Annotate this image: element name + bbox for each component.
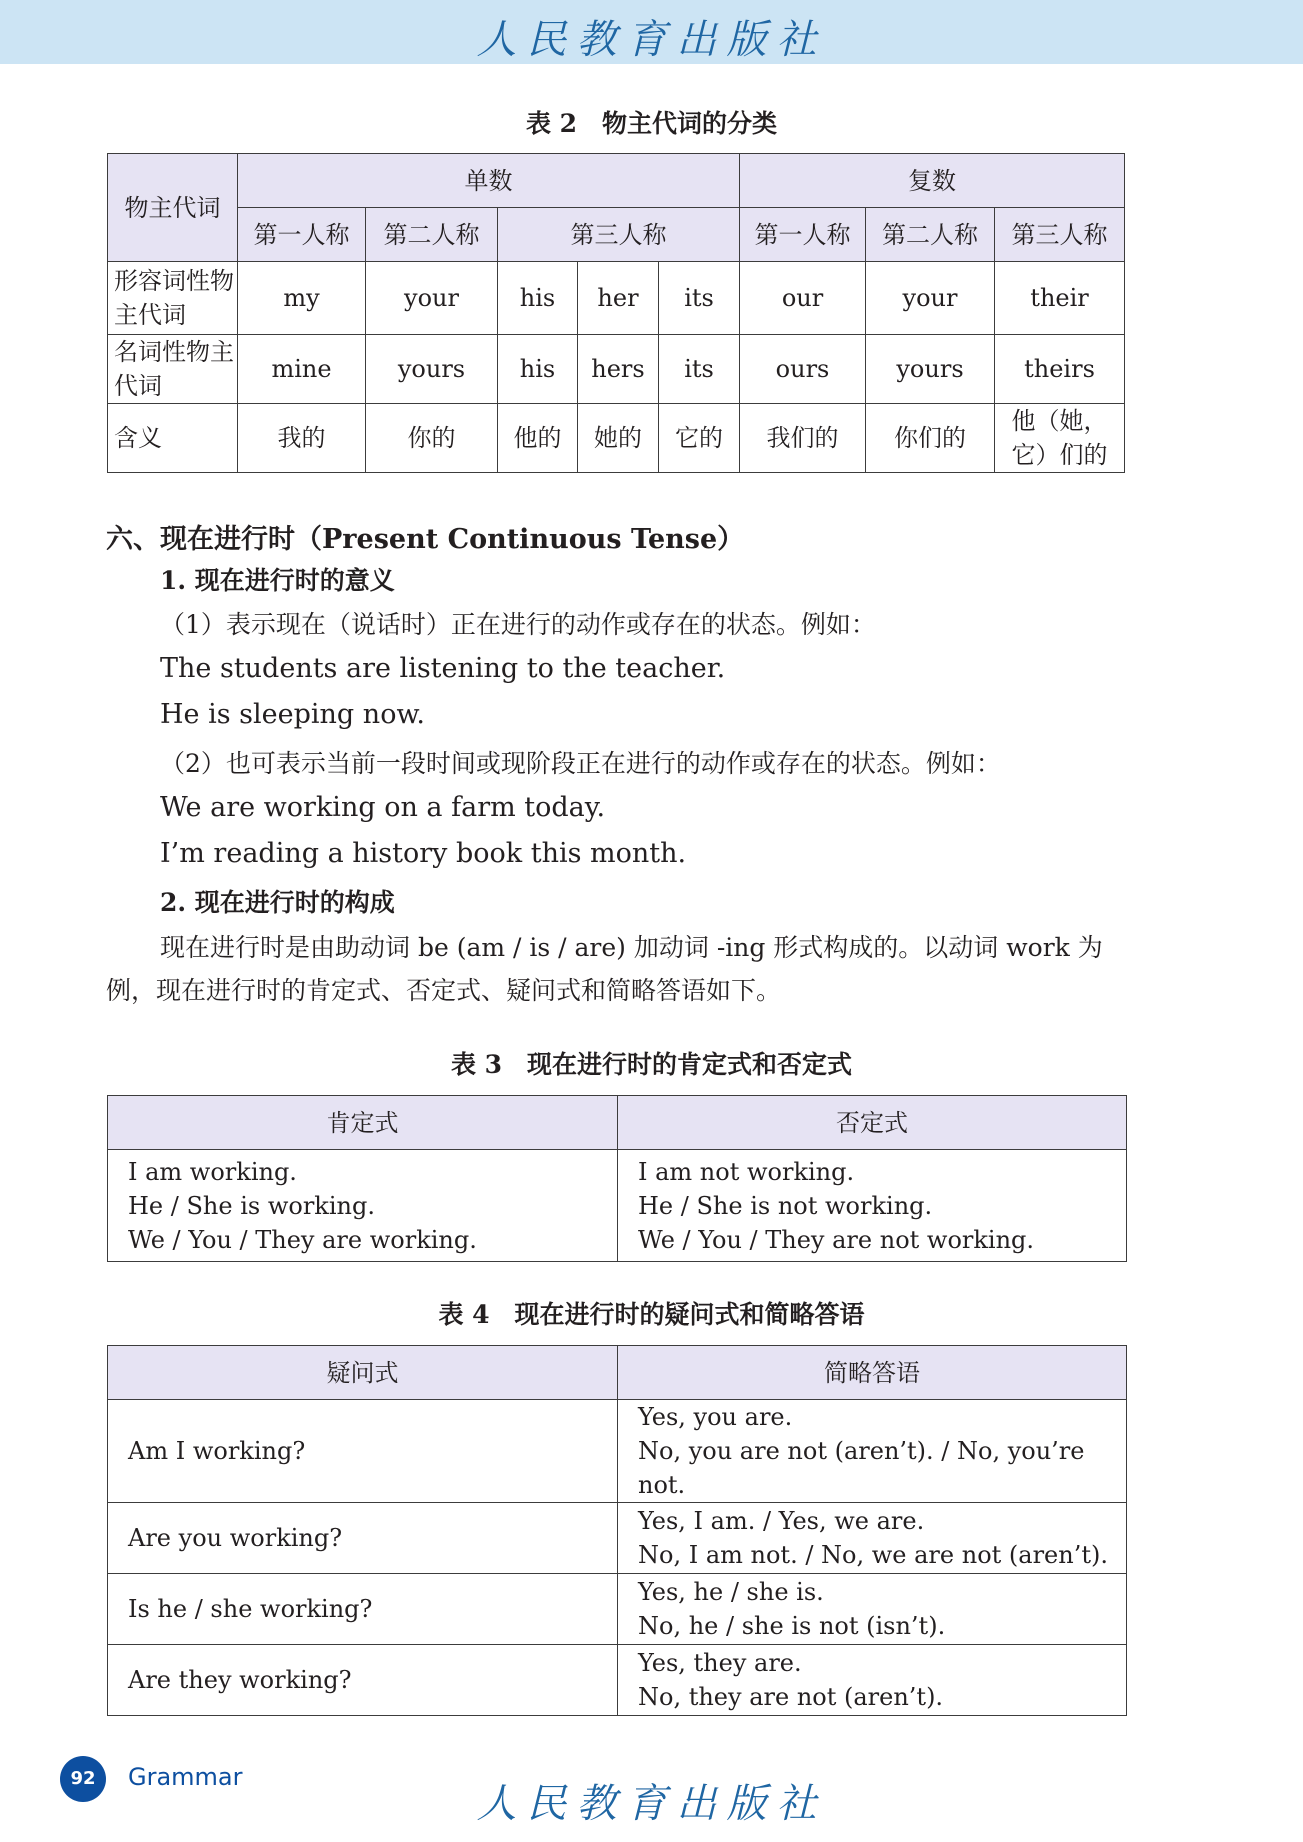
answer-line: Yes, you are.: [638, 1403, 793, 1431]
table-cell: 我们的: [740, 404, 866, 473]
table-cell: her: [578, 262, 659, 335]
section-heading: 六、现在进行时（Present Continuous Tense）: [106, 524, 745, 555]
table-row: [108, 1645, 1127, 1716]
example-sentence: We are working on a farm today.: [160, 792, 606, 823]
table4-caption: 表 4 现在进行时的疑问式和简略答语: [438, 1300, 865, 1329]
table-cell: my: [238, 262, 366, 335]
table2-row-label: 形容词性物主代词: [108, 262, 238, 335]
page-number: 92: [60, 1756, 106, 1802]
table-row: [108, 1574, 1127, 1645]
table3-header: 肯定式: [108, 1096, 618, 1150]
subheading-meaning: 1. 现在进行时的意义: [160, 566, 395, 595]
table-cell-line: I am not working.: [638, 1157, 855, 1186]
question-cell: Are they working?: [108, 1645, 618, 1716]
table2-person-header: 第一人称: [238, 208, 366, 262]
point-1: （1）表示现在（说话时）正在进行的动作或存在的状态。例如：: [160, 610, 876, 639]
table-cell: his: [498, 335, 578, 404]
table-row: [108, 404, 1125, 473]
table-cell: their: [995, 262, 1125, 335]
example-sentence: I’m reading a history book this month.: [160, 838, 687, 869]
answer-line: No, you are not (aren’t). / No, you’re not.: [638, 1437, 1085, 1499]
table4-header: 简略答语: [618, 1346, 1127, 1400]
answer-line: Yes, he / she is.: [638, 1578, 824, 1606]
question-cell: Am I working?: [108, 1400, 618, 1503]
table-cell: your: [866, 262, 995, 335]
table-row: [108, 1400, 1127, 1503]
answer-cell: [618, 1645, 1127, 1716]
table2-person-header: 第三人称: [498, 208, 740, 262]
table-cell: his: [498, 262, 578, 335]
formation-paragraph: 现在进行时是由助动词 be (am / is / are) 加动词 -ing 形式构成的。以动词 work 为例，现在进行时的肯定式、否定式、疑问式和简略答语如下。: [106, 933, 1103, 1005]
table-row: [108, 1150, 1127, 1262]
table3-negative-cell: [618, 1150, 1127, 1262]
table-cell: yours: [866, 335, 995, 404]
table-cell: 她的: [578, 404, 659, 473]
table3-header: 否定式: [618, 1096, 1127, 1150]
table-row: [108, 262, 1125, 335]
table-cell: theirs: [995, 335, 1125, 404]
subheading-formation: 2. 现在进行时的构成: [160, 888, 395, 917]
answer-line: No, he / she is not (isn’t).: [638, 1612, 946, 1640]
table3-caption: 表 3 现在进行时的肯定式和否定式: [450, 1050, 853, 1079]
table2-singular-header: 单数: [238, 154, 740, 208]
table-cell: yours: [366, 335, 498, 404]
table-cell-line: I am working.: [128, 1157, 297, 1186]
table2-person-header: 第一人称: [740, 208, 866, 262]
table-cell: ours: [740, 335, 866, 404]
footer-label: Grammar: [128, 1763, 243, 1791]
table2-corner: 物主代词: [108, 154, 238, 262]
point-2: （2）也可表示当前一段时间或现阶段正在进行的动作或存在的状态。例如：: [160, 749, 1001, 778]
table-cell: hers: [578, 335, 659, 404]
answer-cell: [618, 1503, 1127, 1574]
table-cell: 他（她，它）们的: [995, 404, 1125, 473]
example-sentence: He is sleeping now.: [160, 699, 425, 730]
table-row: [108, 1503, 1127, 1574]
table-cell: 它的: [659, 404, 740, 473]
table-cell: its: [659, 335, 740, 404]
table-cell: our: [740, 262, 866, 335]
table-cell: mine: [238, 335, 366, 404]
table-cell: 你的: [366, 404, 498, 473]
table2-person-header: 第二人称: [366, 208, 498, 262]
example-sentence: The students are listening to the teacher.: [160, 653, 726, 684]
answer-line: Yes, I am. / Yes, we are.: [638, 1507, 925, 1535]
question-cell: Is he / she working?: [108, 1574, 618, 1645]
answer-cell: [618, 1400, 1127, 1503]
table-cell: your: [366, 262, 498, 335]
table2-person-header: 第三人称: [995, 208, 1125, 262]
table4-header: 疑问式: [108, 1346, 618, 1400]
table2: [107, 153, 1125, 473]
table-cell: 我的: [238, 404, 366, 473]
publisher-logo-footer: 人民教育出版社: [476, 1781, 827, 1827]
publisher-logo: 人民教育出版社: [476, 17, 827, 63]
question-cell: Are you working?: [108, 1503, 618, 1574]
table2-plural-header: 复数: [740, 154, 1125, 208]
answer-cell: [618, 1574, 1127, 1645]
answer-line: No, I am not. / No, we are not (aren’t).: [638, 1541, 1108, 1569]
table-cell: 他的: [498, 404, 578, 473]
table3-affirmative-cell: [108, 1150, 618, 1262]
table-cell: 你们的: [866, 404, 995, 473]
table2-row-label: 名词性物主代词: [108, 335, 238, 404]
table2-row-label: 含义: [108, 404, 238, 473]
table-cell: its: [659, 262, 740, 335]
table2-person-header: 第二人称: [866, 208, 995, 262]
table-cell-line: He / She is working.: [128, 1191, 375, 1220]
table-cell-line: We / You / They are not working.: [638, 1225, 1035, 1254]
table-cell-line: He / She is not working.: [638, 1191, 933, 1220]
answer-line: Yes, they are.: [638, 1649, 802, 1677]
table2-caption: 表 2 物主代词的分类: [525, 109, 778, 138]
table-row: [108, 335, 1125, 404]
table3: [107, 1095, 1127, 1262]
table4: [107, 1345, 1127, 1716]
answer-line: No, they are not (aren’t).: [638, 1683, 944, 1711]
table-cell-line: We / You / They are working.: [128, 1225, 477, 1254]
